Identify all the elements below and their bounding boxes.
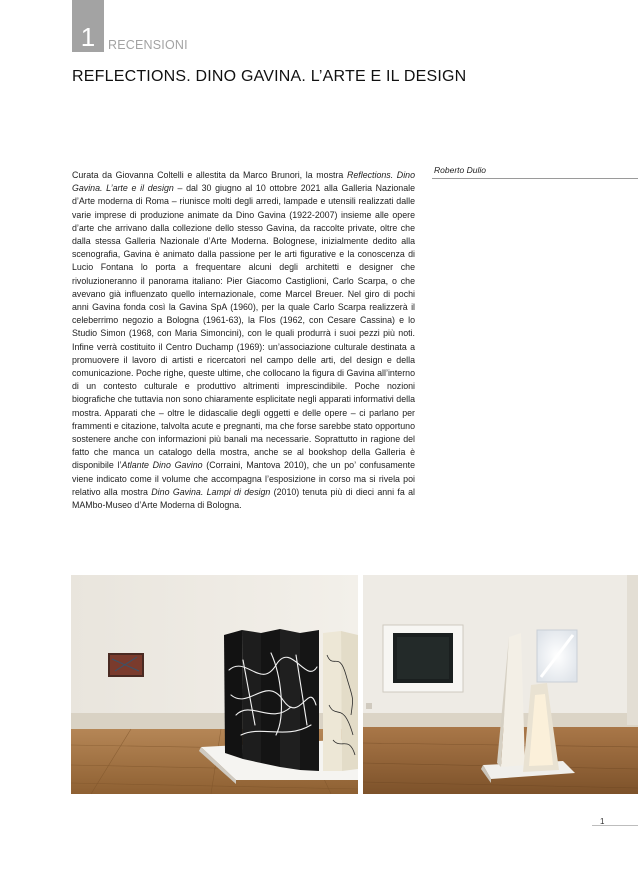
body-segment: (2010) tenuta più di dieci anni fa al MAMbo-Museo d’Arte Moderna di Bologna. — [72, 486, 415, 511]
body-segment: (Corraini, Mantova 2010), che un po’ confusamente viene indicato come il volume che accompagna l’esposizione in corso ma si rivela poi relativo alla mostra — [72, 460, 415, 497]
body-segment: – dal 30 giugno al 10 ottobre 2021 alla Galleria Nazionale d’Arte moderna di Roma – riunisce molti degli arredi, lampade e utensili realizzati dalle varie imprese di produzione animate da Dino Gavina (1922-2007) insieme alle opere d’arte che arrivano dalla collezione dello stesso Gavina, da raccolte private, oltre che dalla stessa Galleria Nazionale d’Arte Moderna. Bolognese, inizialmente dedito alla scenografia, Gavina è animato dalla passione per le arti figurative e la conoscenza di Lucio Fontana lo porta a frequentare alcuni degli architetti e designer che rivoluzioneranno il panorama italiano: Pier Giacomo Castiglioni, Carlo Scarpa, o che avevano già influenzato quello internazionale, come Marcel Breuer. Nel giro di pochi anni Gavina fonda così la Gavina SpA (1960), per la quale Carlo Scarpa realizzerà il celeberrimo negozio a Bologna (1961-63), la Flos (1962, con Cesare Cassina) e lo Studio Simon (1968, con Maria Simoncini), con le quali produrrà i suoi pezzi più noti. Infine verrà costituito il Centro Duchamp (1969): un’associazione culturale destinata a promuovere il lavoro di artisti e ricercatori nel campo delle arti, del design e della comunicazione. Poche righe, queste ultime, che collocano la figura di Gavina all’interno di un contesto culturale e produttivo altrimenti imprescindibile. Poche nozioni biografiche che tuttavia non sono chiaramente esplicitate negli apparati informativi della mostra. Apparati che – oltre le didascalie degli oggetti e delle opere – ci parlano per frammenti e citazione, talvolta acute e pregnanti, ma che forse sarebbe stato opportuno sostenere anche con informazioni più banali ma necessarie. Soprattutto in ragione del fatto che manca un catalogo della mostra, anche se al bookshop della Galleria è disponibile l’ — [72, 183, 416, 471]
section-number-block: 1 — [72, 0, 104, 52]
article-author: Roberto Dulio — [434, 165, 486, 175]
body-segment: Curata da Giovanna Coltelli e allestita da Marco Brunori, la mostra — [72, 170, 347, 180]
article-body — [72, 169, 415, 512]
article-title: REFLECTIONS. DINO GAVINA. L’ARTE E IL DESIGN — [72, 68, 467, 85]
exhibition-title: Reflections. Dino Gavina. L’arte e il design — [72, 170, 415, 194]
previous-exhibition-title: Dino Gavina. Lampi di design — [151, 486, 271, 497]
page-number-rule — [592, 825, 638, 826]
page-number: 1 — [600, 817, 605, 826]
book-title: Atlante Dino Gavino — [121, 460, 203, 471]
exhibition-photo-lamps — [363, 575, 638, 794]
section-label: RECENSIONI — [108, 38, 188, 52]
exhibition-photo-screens — [71, 575, 358, 794]
